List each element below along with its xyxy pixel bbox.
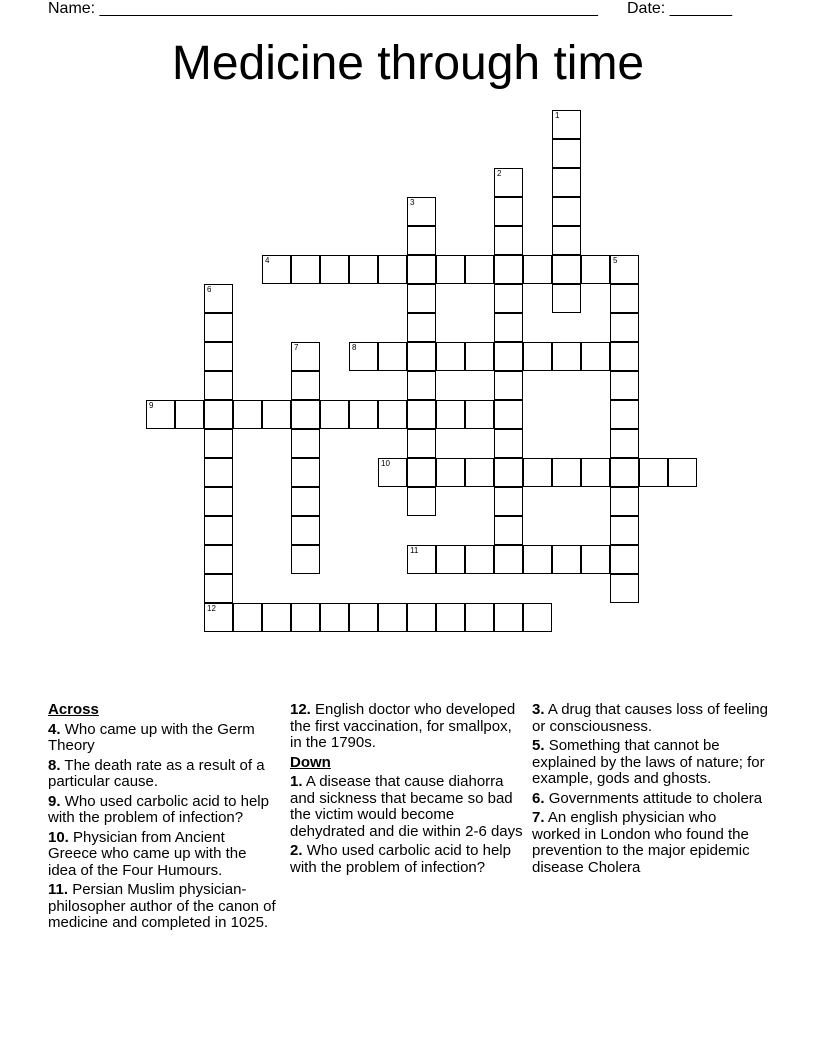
grid-cell[interactable] (436, 458, 465, 487)
clue-number: 12 (207, 604, 216, 613)
grid-cell[interactable] (291, 516, 320, 545)
page-title: Medicine through time (171, 37, 645, 90)
grid-cell[interactable] (407, 400, 436, 429)
grid-cell[interactable] (407, 603, 436, 632)
grid-cell[interactable] (204, 284, 233, 313)
clue-number: 10 (381, 459, 390, 468)
grid-cell[interactable] (204, 371, 233, 400)
date-field: Date: _______ (627, 0, 732, 17)
grid-cell[interactable] (610, 342, 639, 371)
clue-across-8: 8. The death rate as a result of a particular cause. (48, 756, 265, 790)
clue-number: 5 (613, 256, 618, 265)
grid-cell[interactable] (494, 226, 523, 255)
clue-number: 11 (410, 546, 419, 555)
grid-cell[interactable] (552, 458, 581, 487)
grid-cell[interactable] (436, 603, 465, 632)
grid-cell[interactable] (407, 342, 436, 371)
clue-number: 8 (352, 343, 357, 352)
grid-cell[interactable] (378, 458, 407, 487)
grid-cell[interactable] (204, 313, 233, 342)
down-heading: Down (290, 753, 331, 771)
grid-cell[interactable] (581, 545, 610, 574)
grid-cell[interactable] (291, 603, 320, 632)
clue-across-12: 12. English doctor who developed the first vaccination, for smallpox, in the 1790s. (290, 701, 516, 751)
grid-cell[interactable] (291, 342, 320, 371)
clue-down-6: 6. Governments attitude to cholera (532, 789, 763, 807)
grid-cell[interactable] (291, 255, 320, 284)
across-heading: Across (48, 701, 99, 718)
grid-cell[interactable] (610, 429, 639, 458)
grid-cell[interactable] (291, 487, 320, 516)
grid-cell[interactable] (465, 458, 494, 487)
grid-cell[interactable] (552, 255, 581, 284)
grid-cell[interactable] (204, 603, 233, 632)
grid-cell[interactable] (291, 429, 320, 458)
grid-cell[interactable] (436, 545, 465, 574)
clue-across-4: 4. Who came up with the Germ Theory (48, 720, 255, 754)
grid-cell[interactable] (378, 603, 407, 632)
grid-cell[interactable] (494, 487, 523, 516)
clue-number: 1 (555, 111, 560, 120)
clue-number: 2 (497, 169, 502, 178)
grid-cell[interactable] (407, 197, 436, 226)
grid-cell[interactable] (494, 458, 523, 487)
grid-cell[interactable] (291, 458, 320, 487)
grid-cell[interactable] (204, 516, 233, 545)
grid-cell[interactable] (523, 603, 552, 632)
grid-cell[interactable] (610, 458, 639, 487)
grid-cell[interactable] (204, 545, 233, 574)
grid-cell[interactable] (349, 342, 378, 371)
grid-cell[interactable] (494, 400, 523, 429)
grid-cell[interactable] (494, 197, 523, 226)
grid-cell[interactable] (610, 545, 639, 574)
grid-cell[interactable] (610, 574, 639, 603)
clue-across-9: 9. Who used carbolic acid to help with the problem of infection? (48, 792, 269, 826)
grid-cell[interactable] (407, 545, 436, 574)
clues-column-3 (532, 702, 768, 879)
grid-cell[interactable] (407, 487, 436, 516)
grid-cell[interactable] (523, 255, 552, 284)
grid-cell[interactable] (494, 545, 523, 574)
grid-cell[interactable] (349, 255, 378, 284)
grid-cell[interactable] (378, 342, 407, 371)
grid-cell[interactable] (552, 139, 581, 168)
clue-down-3: 3. A drug that causes loss of feeling or consciousness. (532, 701, 768, 735)
grid-cell[interactable] (291, 400, 320, 429)
grid-cell[interactable] (320, 255, 349, 284)
grid-cell[interactable] (494, 284, 523, 313)
clue-number: 9 (149, 401, 154, 410)
grid-cell[interactable] (523, 342, 552, 371)
grid-cell[interactable] (262, 603, 291, 632)
clues-column-1 (48, 702, 276, 935)
grid-cell[interactable] (494, 255, 523, 284)
grid-cell[interactable] (494, 603, 523, 632)
grid-cell[interactable] (581, 458, 610, 487)
grid-cell[interactable] (494, 516, 523, 545)
grid-cell[interactable] (523, 458, 552, 487)
grid-cell[interactable] (204, 429, 233, 458)
grid-cell[interactable] (436, 400, 465, 429)
grid-cell[interactable] (204, 400, 233, 429)
grid-cell[interactable] (233, 603, 262, 632)
grid-cell[interactable] (610, 516, 639, 545)
grid-cell[interactable] (494, 342, 523, 371)
grid-cell[interactable] (291, 371, 320, 400)
grid-cell[interactable] (465, 545, 494, 574)
grid-cell[interactable] (581, 255, 610, 284)
grid-cell[interactable] (668, 458, 697, 487)
grid-cell[interactable] (349, 603, 378, 632)
grid-cell[interactable] (407, 313, 436, 342)
clue-number: 4 (265, 256, 270, 265)
grid-cell[interactable] (407, 458, 436, 487)
grid-cell[interactable] (581, 342, 610, 371)
grid-cell[interactable] (465, 603, 494, 632)
grid-cell[interactable] (465, 400, 494, 429)
clue-across-11: 11. Persian Muslim physician-philosopher author of the canon of medicine and completed in 1025. (48, 881, 276, 931)
clue-across-10: 10. Physician from Ancient Greece who came up with the idea of the Four Humours. (48, 828, 247, 879)
grid-cell[interactable] (407, 371, 436, 400)
grid-cell[interactable] (204, 487, 233, 516)
clue-number: 7 (294, 343, 299, 352)
grid-cell[interactable] (204, 458, 233, 487)
grid-cell[interactable] (407, 226, 436, 255)
grid-cell[interactable] (610, 371, 639, 400)
grid-cell[interactable] (320, 603, 349, 632)
grid-cell[interactable] (204, 574, 233, 603)
grid-cell[interactable] (204, 342, 233, 371)
grid-cell[interactable] (610, 400, 639, 429)
grid-cell[interactable] (552, 168, 581, 197)
clue-down-2: 2. Who used carbolic acid to help with the problem of infection? (290, 842, 511, 876)
grid-cell[interactable] (262, 400, 291, 429)
clue-down-7: 7. An english physician who worked in London who found the prevention to the major epidemic disease Cholera (532, 809, 750, 876)
clue-number: 6 (207, 285, 212, 294)
clues-column-2 (290, 702, 526, 879)
grid-cell[interactable] (494, 168, 523, 197)
grid-cell[interactable] (552, 545, 581, 574)
grid-cell[interactable] (175, 400, 204, 429)
grid-cell[interactable] (349, 400, 378, 429)
grid-cell[interactable] (436, 342, 465, 371)
grid-cell[interactable] (610, 255, 639, 284)
grid-cell[interactable] (407, 284, 436, 313)
grid-cell[interactable] (378, 400, 407, 429)
grid-cell[interactable] (233, 400, 262, 429)
grid-cell[interactable] (407, 255, 436, 284)
grid-cell[interactable] (523, 545, 552, 574)
grid-cell[interactable] (291, 545, 320, 574)
grid-cell[interactable] (465, 342, 494, 371)
name-field: Name: ________________________________________________________ (48, 0, 598, 17)
clue-number: 3 (410, 198, 415, 207)
grid-cell[interactable] (407, 429, 436, 458)
clue-down-1: 1. A disease that cause diahorra and sickness that became so bad the victim would become dehydrated and die within 2-6 days (290, 773, 523, 840)
grid-cell[interactable] (494, 313, 523, 342)
grid-cell[interactable] (320, 400, 349, 429)
grid-cell[interactable] (552, 197, 581, 226)
grid-cell[interactable] (552, 226, 581, 255)
grid-cell[interactable] (610, 284, 639, 313)
grid-cell[interactable] (262, 255, 291, 284)
grid-cell[interactable] (146, 400, 175, 429)
grid-cell[interactable] (639, 458, 668, 487)
grid-cell[interactable] (436, 255, 465, 284)
grid-cell[interactable] (378, 255, 407, 284)
clue-down-5: 5. Something that cannot be explained by the laws of nature; for example, gods and ghosts. (532, 737, 765, 787)
grid-cell[interactable] (610, 313, 639, 342)
grid-cell[interactable] (552, 342, 581, 371)
grid-cell[interactable] (610, 487, 639, 516)
grid-cell[interactable] (552, 110, 581, 139)
grid-cell[interactable] (494, 371, 523, 400)
grid-cell[interactable] (552, 284, 581, 313)
grid-cell[interactable] (494, 429, 523, 458)
grid-cell[interactable] (465, 255, 494, 284)
